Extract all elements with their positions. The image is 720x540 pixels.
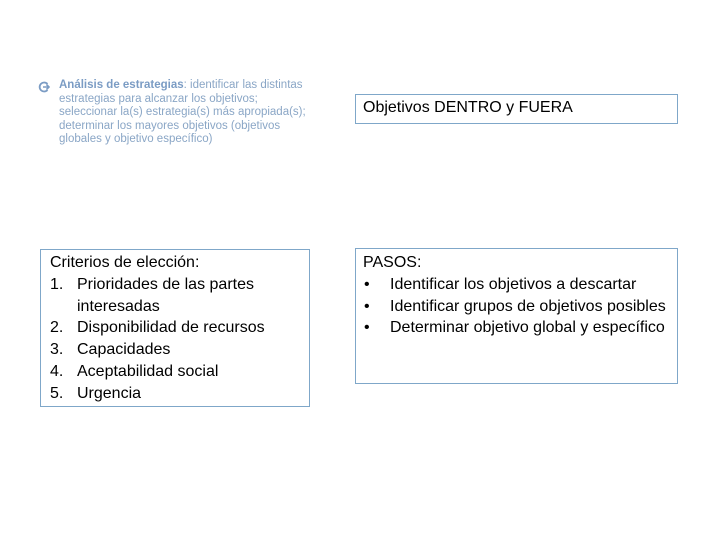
list-item: [363, 274, 677, 296]
list-item-text: Aceptabilidad social: [77, 362, 219, 380]
list-item-number: 5.: [50, 384, 64, 402]
list-item-text: Capacidades: [77, 341, 171, 359]
list-item-text: Identificar grupos de objetivos posibles: [390, 297, 666, 315]
list-item-text: Prioridades de las partes interesadas: [77, 275, 254, 315]
criteria-box: [40, 249, 310, 407]
bullet-icon: •: [364, 319, 370, 337]
strategy-note-text: [59, 79, 308, 147]
list-item: [50, 317, 309, 339]
list-item: [363, 296, 677, 318]
strategy-note-heading: Análisis de estrategias: [59, 79, 184, 91]
steps-box: [355, 248, 678, 384]
list-item-text: Determinar objetivo global y específico: [390, 319, 665, 337]
criteria-list: [50, 274, 309, 405]
list-item: [50, 383, 309, 405]
list-item-text: Identificar los objetivos a descartar: [390, 275, 637, 293]
list-item: [50, 274, 309, 318]
objectives-box: [355, 94, 678, 124]
list-item-number: 4.: [50, 362, 64, 380]
list-item: [50, 339, 309, 361]
list-item-text: Urgencia: [77, 384, 142, 402]
steps-list: [363, 274, 677, 339]
bullet-icon: •: [364, 297, 370, 315]
steps-box-title: PASOS:: [363, 254, 422, 271]
circled-arrow-right-icon: [38, 81, 50, 93]
list-item-number: 2.: [50, 319, 64, 337]
list-item-number: 3.: [50, 341, 64, 359]
list-item-text: Disponibilidad de recursos: [77, 319, 265, 337]
strategy-note: [38, 79, 308, 147]
bullet-icon: •: [364, 275, 370, 293]
criteria-box-title: Criterios de elección:: [50, 254, 200, 271]
objectives-box-title: Objetivos DENTRO y FUERA: [363, 99, 573, 116]
list-item: [50, 361, 309, 383]
list-item-number: 1.: [50, 275, 64, 293]
strategy-note-body: : identificar las distintas estrategias para alcanzar los objetivos; seleccionar la(s) estrategia(s) más apropiada(s); determinar los mayores objetivos (objetivos globales y objetivo específico): [59, 79, 306, 145]
list-item: [363, 317, 677, 339]
